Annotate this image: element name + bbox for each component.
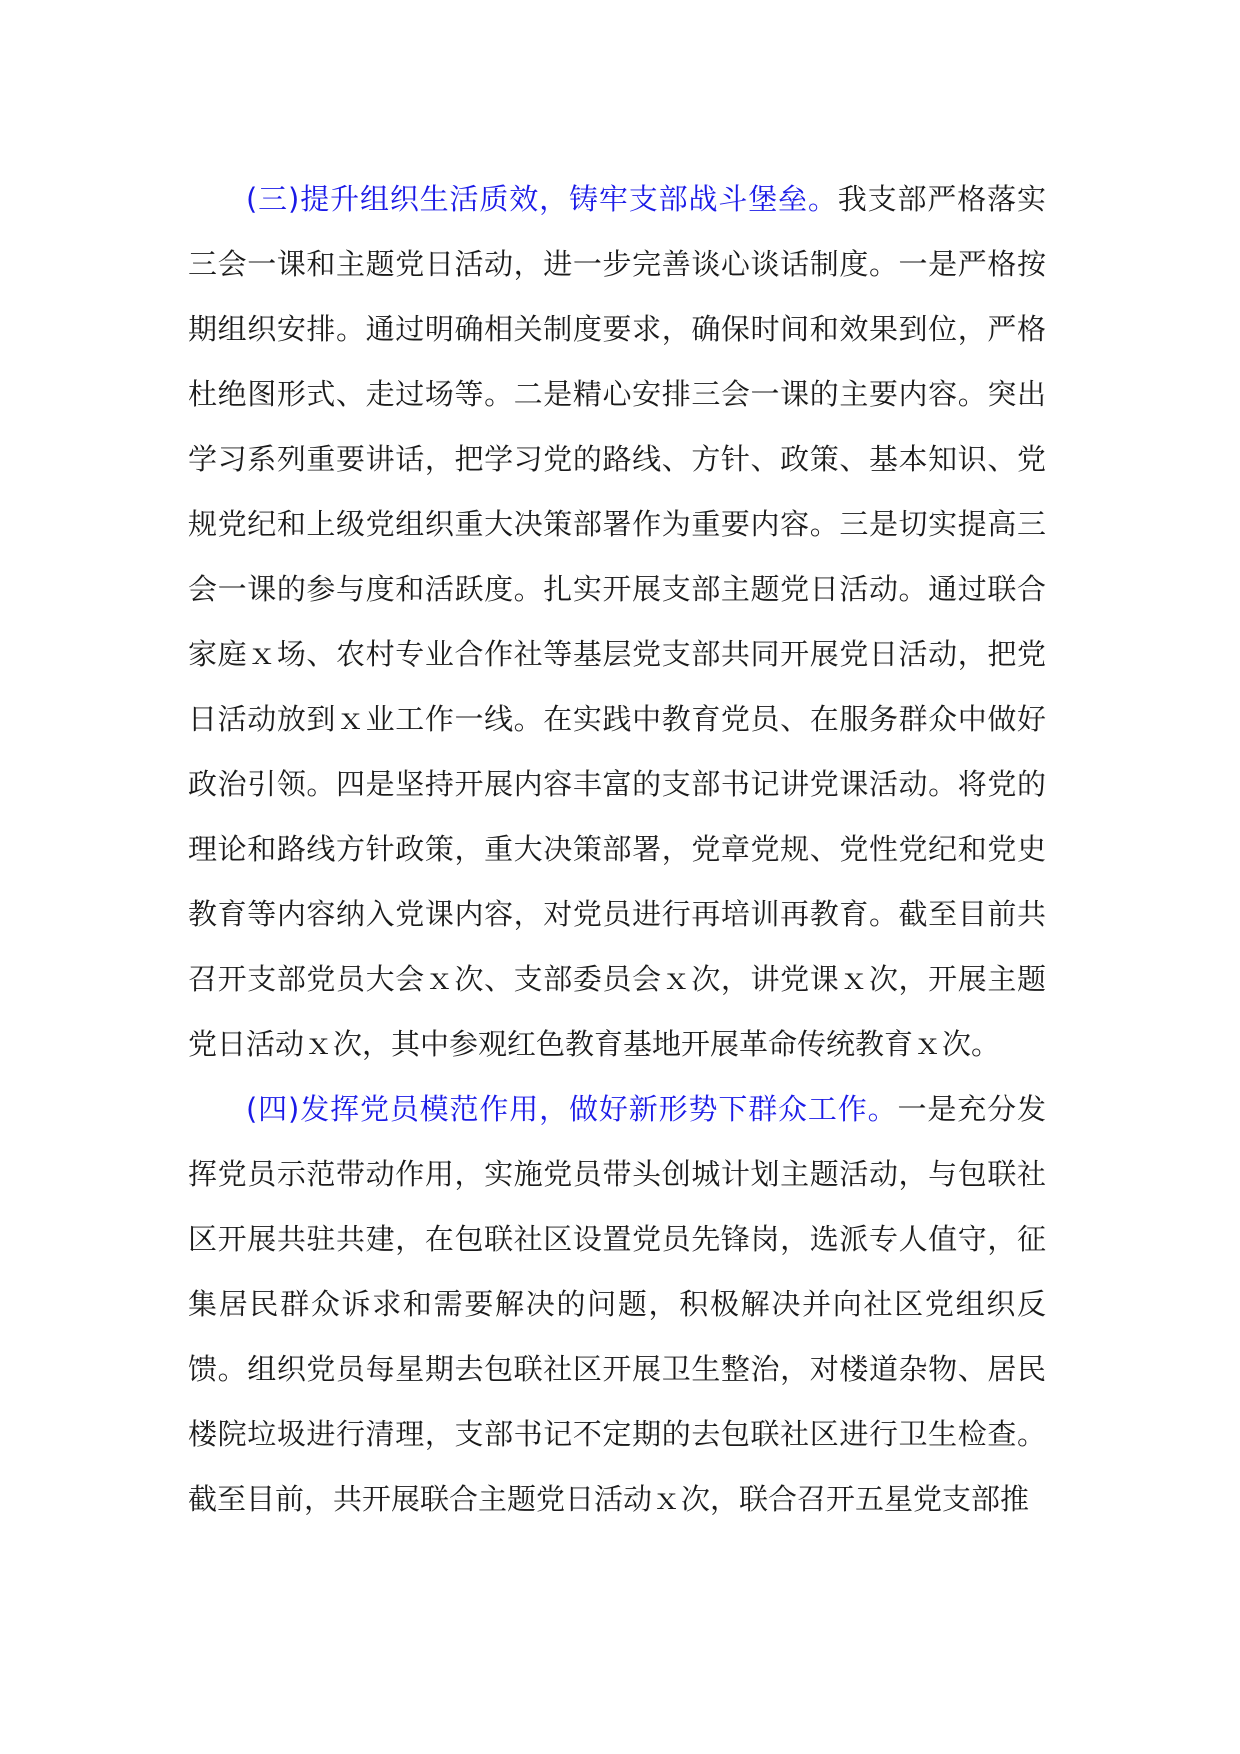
document-page: [188, 167, 1046, 1532]
paragraph-section-4: [188, 1077, 1046, 1532]
section-heading-3: (三)提升组织生活质效，铸牢支部战斗堡垒。: [246, 182, 838, 216]
paragraph-section-3: [188, 167, 1046, 1077]
section-body-3: 我支部严格落实三会一课和主题党日活动，进一步完善谈心谈话制度。一是严格按期组织安排。通过明确相关制度要求，确保时间和效果到位，严格杜绝图形式、走过场等。二是精心安排三会一课的主要内容。突出学习系列重要讲话，把学习党的路线、方针、政策、基本知识、党规党纪和上级党组织重大决策部署作为重要内容。三是切实提高三会一课的参与度和活跃度。扎实开展支部主题党日活动。通过联合家庭ｘ场、农村专业合作社等基层党支部共同开展党日活动，把党日活动放到ｘ业工作一线。在实践中教育党员、在服务群众中做好政治引领。四是坚持开展内容丰富的支部书记讲党课活动。将党的理论和路线方针政策，重大决策部署，党章党规、党性党纪和党史教育等内容纳入党课内容，对党员进行再培训再教育。截至目前共召开支部党员大会ｘ次、支部委员会ｘ次，讲党课ｘ次，开展主题党日活动ｘ次，其中参观红色教育基地开展革命传统教育ｘ次。: [188, 182, 1046, 1061]
section-body-4: 一是充分发挥党员示范带动作用，实施党员带头创城计划主题活动，与包联社区开展共驻共建，在包联社区设置党员先锋岗，选派专人值守，征集居民群众诉求和需要解决的问题，积极解决并向社区党组织反馈。组织党员每星期去包联社区开展卫生整治，对楼道杂物、居民楼院垃圾进行清理，支部书记不定期的去包联社区进行卫生检查。截至目前，共开展联合主题党日活动ｘ次，联合召开五星党支部推: [188, 1092, 1046, 1516]
section-heading-4: (四)发挥党员模范作用，做好新形势下群众工作。: [246, 1092, 898, 1126]
